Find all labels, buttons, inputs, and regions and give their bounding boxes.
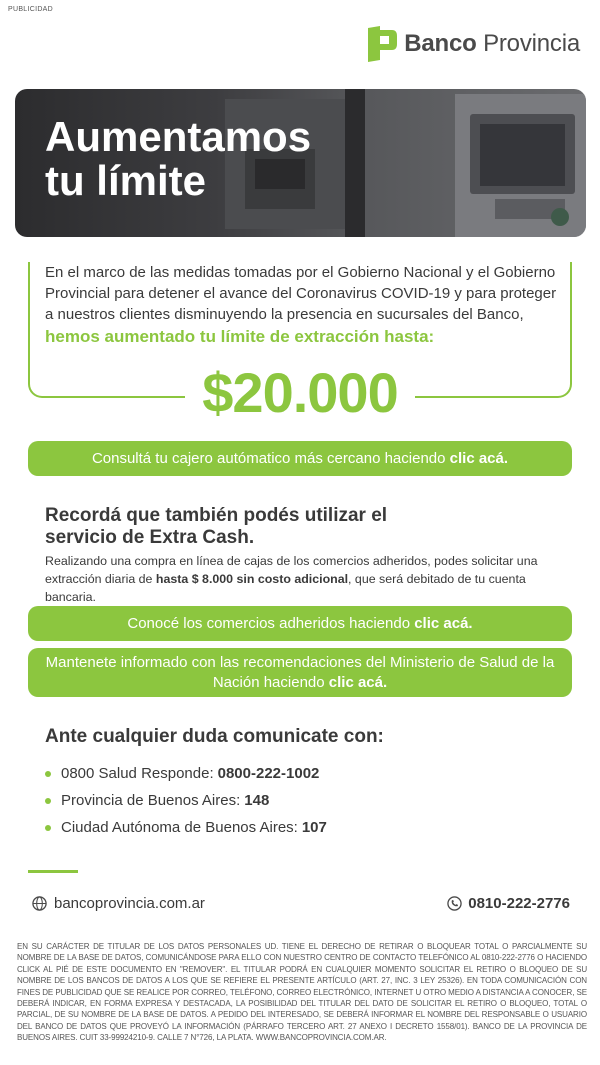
bullet-icon [45,798,51,804]
bank-logo-icon [366,26,398,62]
green-divider [28,870,78,873]
extra-cash-description: Realizando una compra en línea de cajas de los comercios adheridos, podes solicitar una extracción diaria de hasta $ 8.000 sin costo adicional, que será debitado de tu cuenta bancaria. [45,554,538,604]
health-ministry-button[interactable]: Mantenete informado con las recomendaciones del Ministerio de Salud de la Nación haciendo clic acá. [28,648,572,697]
globe-icon [32,896,47,911]
amount-box [185,360,415,426]
contact-number[interactable]: 107 [301,819,327,836]
list-item: Provincia de Buenos Aires: 148 [45,787,327,814]
phone-icon [447,896,462,911]
legal-disclaimer: EN SU CARÁCTER DE TITULAR DE LOS DATOS PERSONALES UD. TIENE EL DERECHO DE RETIRAR O BLOQUEAR TOTAL O PARCIALMENTE SU NOMBRE DE LA BASE DE DATOS, COMUNICÁNDOSE PARA ELLO CON NUESTRO CENTRO DE CONTACTO TELEFÓNICO AL 0810-222-2776 O HACIENDO CLICK AL PIÉ DE ESTE DOCUMENTO EN "REMOVER". EL TITULAR PODRÁ EN CUALQUIER MOMENTO SOLICITAR EL RETIRO O BLOQUEO DE SU NOMBRE DE LOS BANCOS DE DATOS A LOS QUE SE REFIERE EL PRESENTE ARTÍCULO (ART. 27, INC. 3 LEY 25326). EN TODA COMUNICACIÓN CON FINES DE PUBLICIDAD QUE SE REALICE POR CORREO, TELÉFONO, CORREO ELECTRÓNICO, INTERNET U OTRO MEDIO A DISTANCIA A CONOCER, SE DEBERÁ INDICAR, EN FORMA EXPRESA Y DESTACADA, LA POSIBILIDAD DEL TITULAR DEL DATO DE SOLICITAR EL RETIRO O BLOQUEO, TOTAL O PARCIAL, DE SU NOMBRE DE LA BASE DE DATOS. A PEDIDO DEL INTERESADO, SE DEBERÁ INFORMAR EL NOMBRE DEL RESPONSABLE O USUARIO DEL BANCO DE DATOS QUE PROVEYÓ LA INFORMACIÓN (PÁRRAFO TERCERO ART. 27 ANEXO I DECRETO 1558/01). BANCO DE LA PROVINCIA DE BUENOS AIRES. CUIT 33-99924210-9. CALLE 7 N°726, LA PLATA. WWW.BANCOPROVINCIA.COM.AR. [17,942,587,1043]
intro-highlight: hemos aumentado tu límite de extracción hasta: [45,327,435,346]
atm-locator-link[interactable]: clic acá. [449,449,509,467]
contact-number[interactable]: 0800-222-1002 [217,765,320,782]
atm-locator-button[interactable]: Consultá tu cajero autómatico más cercano haciendo clic acá. [28,441,572,476]
contact-title: Ante cualquier duda comunicate con: [45,726,384,747]
contact-list [45,760,327,841]
bank-logo-text: Banco Provincia [404,30,580,57]
bullet-icon [45,771,51,777]
withdrawal-limit-amount: $20.000 [202,361,398,424]
bank-logo[interactable] [366,26,580,62]
contact-number[interactable]: 148 [244,792,270,809]
list-item: Ciudad Autónoma de Buenos Aires: 107 [45,814,327,841]
website-link[interactable]: bancoprovincia.com.ar [32,895,205,912]
merchants-link[interactable]: clic acá. [414,614,473,632]
intro-paragraph: En el marco de las medidas tomadas por el Gobierno Nacional y el Gobierno Provincial para detener el avance del Coronavirus COVID-19 y para proteger a nuestros clientes disminuyendo la presencia en sucursales del Banco, [45,264,557,323]
extra-cash-title: Recordá que también podés utilizar el servicio de Extra Cash. [45,505,388,548]
bullet-icon [45,825,51,831]
intro-text [45,262,565,349]
advertising-label: PUBLICIDAD [8,6,54,13]
merchants-button[interactable]: Conocé los comercios adheridos haciendo clic acá. [28,606,572,641]
hero-banner [15,89,586,237]
hero-title: Aumentamos tu límite [45,113,312,204]
list-item: 0800 Salud Responde: 0800-222-1002 [45,760,327,787]
health-ministry-link[interactable]: clic acá. [328,673,388,691]
phone-link[interactable]: 0810-222-2776 [447,895,570,912]
